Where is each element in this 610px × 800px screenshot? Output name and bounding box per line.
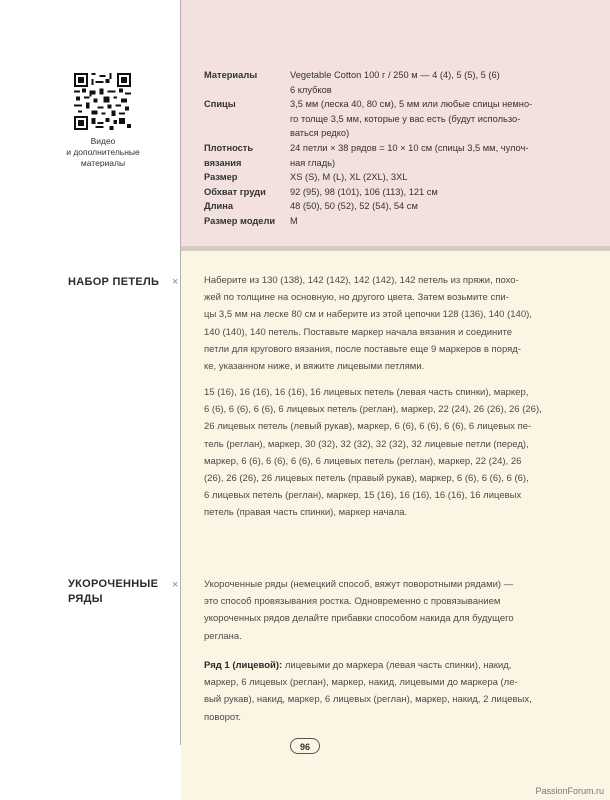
- cross-marker-icon: ×: [172, 579, 179, 591]
- short-rows-paragraph: Укороченные ряды (немецкий способ, вяжут поворотными рядами) — это способ провязывания ростка. Одновременно с провязыванием укороченных рядов делайте прибавки способом накида для будущего реглана.: [204, 579, 514, 642]
- row-1-paragraph: [204, 657, 548, 726]
- marker-sequence-paragraph: 15 (16), 16 (16), 16 (16), 16 лицевых петель (левая часть спинки), маркер, 6 (6), 6 (6), 6 (6), 6 лицевых петель (реглан), маркер, 22 (24), 26 (26), 26 (26), 26 лицевых петель (левый рукав), маркер, 6 (6), 6 (6), 6 (6), 6 лицевых пе- тель (реглан), маркер, 30 (32), 32 (32), 32 (32), 32 лицевые петли (перед), маркер, 6 (6), 6 (6), 6 (6), 6 лицевых петель (реглан), маркер, 22 (24), 26 (26), 26 (26), 26 лицевых петель (правый рукав), маркер, 6 (6), 6 (6), 6 (6), 6 лицевых петель (реглан), маркер, 15 (16), 16 (16), 16 (16), 16 лицевых петель (правая часть спинки), маркер начала.: [204, 387, 542, 519]
- cast-on-paragraph: Наберите из 130 (138), 142 (142), 142 (142), 142 петель из пряжи, похо- жей по толщине на основную, но другого цвета. Затем возьмите спи- цы 3,5 мм на леске 80 см и наберите из этой цепочки 128 (136), 140 (140), 140 (140), 140 петель. Поставьте маркер начала вязания и соедините петли для кругового вязания, после поставьте еще 9 маркеров в поряд- ке, указанном ниже, и вяжите лицевыми петлями.: [204, 275, 532, 373]
- qr-code-icon[interactable]: [74, 73, 131, 130]
- spec-row-needles: [204, 97, 584, 141]
- spec-value: XS (S), M (L), XL (2XL), 3XL: [290, 172, 408, 183]
- spec-key: Плотность вязания: [204, 142, 254, 168]
- spec-key: Материалы: [204, 70, 258, 80]
- spec-key: Размер модели: [204, 215, 276, 226]
- spec-value: 92 (95), 98 (101), 106 (113), 121 см: [290, 186, 438, 197]
- section-title-cast-on: НАБОР ПЕТЕЛЬ: [68, 276, 160, 288]
- spec-value: M: [290, 215, 298, 226]
- spec-row-gauge: [204, 141, 584, 170]
- spec-value: Vegetable Cotton 100 г / 250 м — 4 (4), 5 (5), 5 (6) 6 клубков: [290, 70, 500, 95]
- spec-key: Размер: [204, 172, 238, 183]
- spec-value: 48 (50), 50 (52), 52 (54), 54 см: [290, 201, 418, 212]
- spec-row-materials: [204, 68, 584, 97]
- row-1-text: лицевыми до маркера (левая часть спинки), накид, маркер, 6 лицевых (реглан), маркер, накид, лицевыми до маркера (ле- вый рукав), накид, маркер, 6 лицевых (реглан), маркер, накид, 2 лицевых, поворот.: [204, 660, 532, 723]
- column-divider: [180, 0, 181, 745]
- specs-table: [204, 68, 584, 229]
- spec-value: 3,5 мм (леска 40, 80 см), 5 мм или любые спицы немно- го толще 3,5 мм, которые у вас есть (будут использо- ваться редко): [290, 99, 533, 139]
- spec-row-bust: [204, 185, 584, 200]
- spec-row-size: [204, 170, 584, 185]
- spec-value: 24 петли × 38 рядов = 10 × 10 см (спицы 3,5 мм, чулоч- ная гладь): [290, 142, 529, 168]
- row-1-label: Ряд 1 (лицевой):: [204, 660, 283, 671]
- cross-marker-icon: ×: [172, 276, 179, 288]
- specs-panel-shadow: [181, 246, 610, 251]
- section-title-short-rows: УКОРОЧЕННЫЕ РЯДЫ: [68, 578, 159, 605]
- watermark: PassionForum.ru: [535, 786, 604, 796]
- spec-row-length: [204, 199, 584, 214]
- spec-key: Спицы: [204, 99, 236, 110]
- spec-key: Длина: [204, 201, 234, 212]
- spec-row-model-size: [204, 214, 584, 229]
- qr-caption: Видео и дополнительные материалы: [66, 136, 140, 168]
- page-number: 96: [290, 738, 320, 754]
- spec-key: Обхват груди: [204, 186, 266, 197]
